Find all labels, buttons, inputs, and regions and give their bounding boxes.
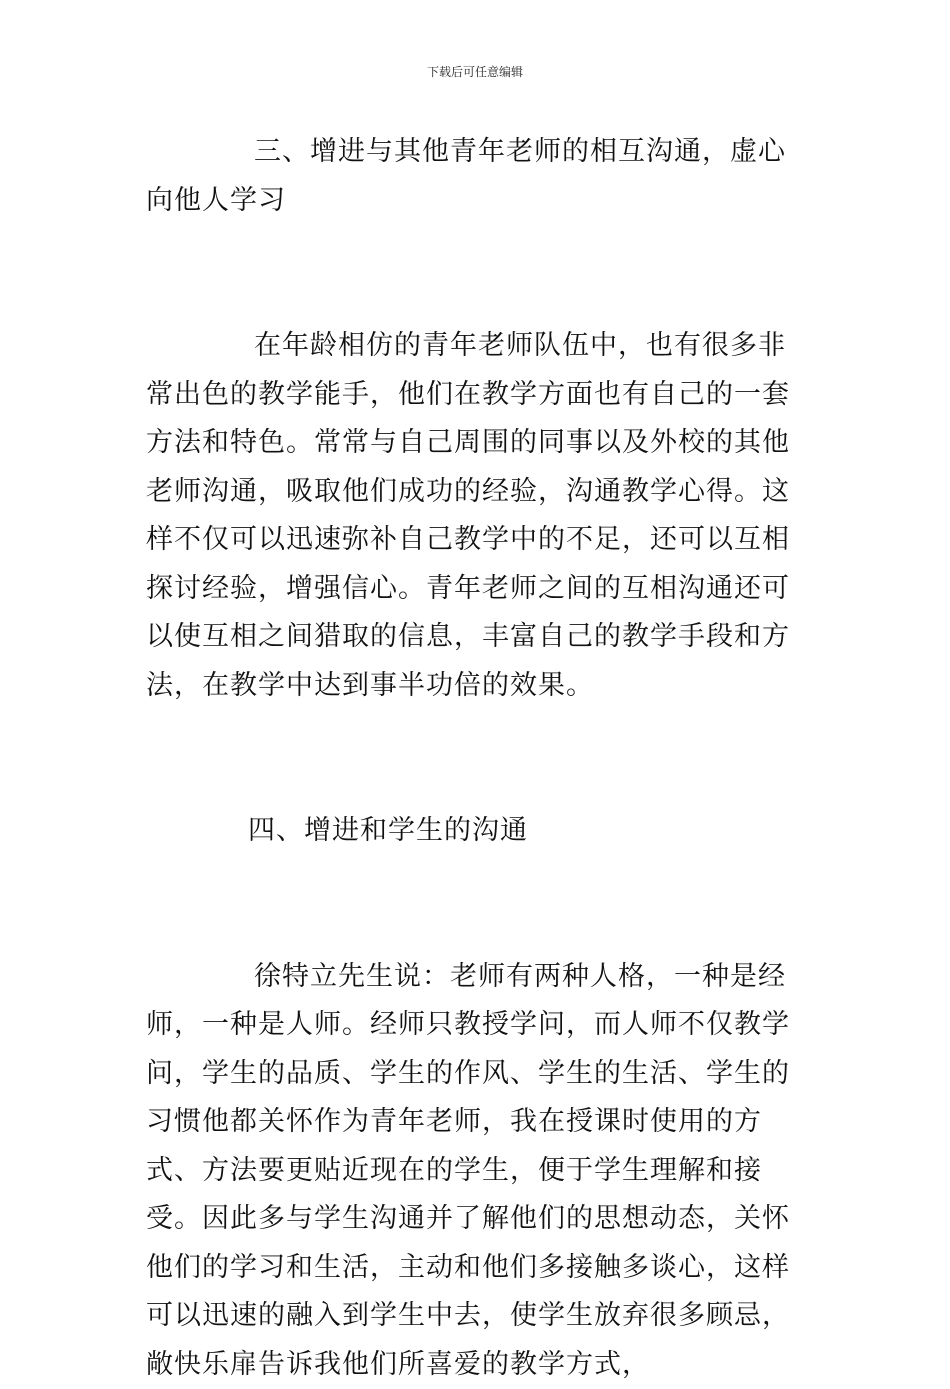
section-heading-3: 三、增进与其他青年老师的相互沟通，虚心向他人学习 bbox=[146, 128, 810, 225]
header-note: 下载后可任意编辑 bbox=[0, 64, 950, 80]
spacer bbox=[146, 856, 810, 953]
document-body bbox=[146, 128, 810, 1389]
spacer bbox=[146, 225, 810, 322]
section-heading-4: 四、增进和学生的沟通 bbox=[146, 807, 810, 856]
spacer bbox=[146, 710, 810, 807]
section-paragraph-3: 在年龄相仿的青年老师队伍中，也有很多非常出色的教学能手，他们在教学方面也有自己的一套方法和特色。常常与自己周围的同事以及外校的其他老师沟通，吸取他们成功的经验，沟通教学心得。这样不仅可以迅速弥补自己教学中的不足，还可以互相探讨经验，增强信心。青年老师之间的互相沟通还可以使互相之间猎取的信息，丰富自己的教学手段和方法，在教学中达到事半功倍的效果。 bbox=[146, 322, 810, 710]
section-paragraph-4: 徐特立先生说：老师有两种人格，一种是经师，一种是人师。经师只教授学问，而人师不仅教学问，学生的品质、学生的作风、学生的生活、学生的习惯他都关怀作为青年老师，我在授课时使用的方式、方法要更贴近现在的学生，便于学生理解和接受。因此多与学生沟通并了解他们的思想动态，关怀他们的学习和生活，主动和他们多接触多谈心，这样可以迅速的融入到学生中去，使学生放弃很多顾忌，敞快乐扉告诉我他们所喜爱的教学方式， bbox=[146, 953, 810, 1389]
